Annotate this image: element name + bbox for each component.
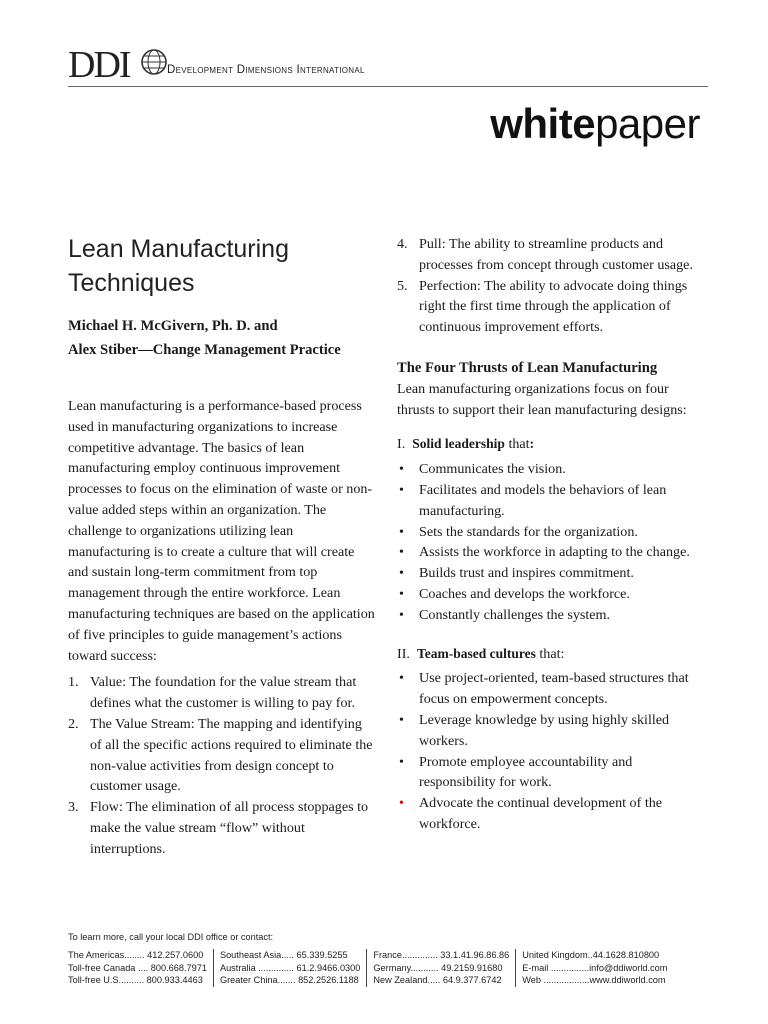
list-text: Pull: The ability to streamline products and processes from concept through customer usage. — [419, 236, 693, 273]
bullet-text: Advocate the continual development of the workforce. — [419, 795, 663, 832]
list-number: 4. — [397, 236, 408, 252]
authors — [68, 314, 376, 362]
thrust-heading-1 — [397, 434, 709, 455]
right-column — [397, 234, 709, 835]
bullet-text: Facilitates and models the behaviors of lean manufacturing. — [419, 481, 667, 519]
contact-line: Australia .............. 61.2.9466.0300 — [219, 962, 361, 973]
left-column — [68, 232, 376, 860]
list-item — [397, 668, 709, 710]
thrust-colon: : — [529, 436, 535, 452]
bullet-glyph: • — [399, 461, 404, 478]
list-item — [397, 752, 709, 794]
contact-line: United Kingdom..44.1628.810800 — [522, 950, 660, 960]
list-item — [397, 480, 709, 522]
contact-line: Toll-free U.S.......... 800.933.4463 — [68, 975, 203, 985]
thrust-suffix: that: — [535, 645, 565, 662]
list-number: 3. — [68, 799, 79, 816]
list-item — [397, 584, 709, 605]
bullet-glyph: • — [399, 544, 404, 561]
bullet-glyph: • — [399, 565, 404, 582]
list-item — [397, 710, 709, 752]
bullet-glyph: • — [399, 711, 404, 728]
list-item — [397, 234, 709, 276]
bullet-glyph: • — [399, 753, 404, 770]
bullet-text: Constantly challenges the system. — [419, 606, 611, 623]
list-text: Perfection: The ability to advocate doing things right the first time through the application of continuous improvement efforts. — [419, 277, 688, 336]
list-item — [397, 793, 709, 835]
list-text: The Value Stream: The mapping and identifying of all the specific actions required to eliminate the non-value activities from design concept to customer usage. — [90, 715, 373, 795]
contact-line: E-mail ...............info@ddiworld.com — [522, 962, 668, 973]
header-rule — [68, 86, 708, 87]
bullet-text: Builds trust and inspires commitment. — [419, 565, 634, 582]
footer-lead: To learn more, call your local DDI office or contact: — [68, 932, 274, 942]
list-number: 5. — [397, 277, 408, 294]
leadership-list — [397, 459, 709, 625]
doc-type-title — [490, 100, 700, 148]
doc-type-bold: white — [490, 100, 596, 147]
thrust-label: Team-based cultures — [416, 645, 536, 661]
bullet-glyph: • — [399, 606, 404, 623]
list-item — [68, 672, 376, 714]
contact-column — [68, 949, 213, 987]
bullet-glyph: • — [399, 481, 404, 498]
section-heading: The Four Thrusts of Lean Manufacturing — [397, 359, 658, 376]
list-item — [397, 276, 709, 338]
thrust-numeral: II. — [397, 645, 410, 662]
thrust-heading-2 — [397, 644, 709, 665]
list-number: 1. — [68, 674, 79, 691]
contact-grid — [68, 949, 708, 987]
list-item — [68, 714, 376, 797]
doc-type-light: paper — [595, 100, 700, 147]
list-item — [397, 563, 709, 584]
contact-line: Web ..................www.ddiworld.com — [522, 975, 666, 985]
bullet-text: Sets the standards for the organization. — [419, 523, 638, 540]
bullet-glyph: • — [399, 523, 404, 540]
thrust-suffix: that — [504, 436, 530, 453]
thrust-label: Solid leadership — [412, 436, 505, 452]
contact-line: Greater China....... 852.2526.1188 — [219, 975, 359, 985]
contact-line: The Americas........ 412.257.0600 — [68, 950, 204, 960]
author-line-2: Alex Stiber—Change Management Practice — [68, 342, 341, 358]
contact-line: France.............. 33.1.41.96.86.86 — [373, 950, 510, 960]
title-line-2: Techniques — [68, 269, 195, 297]
list-text: Value: The foundation for the value stream that defines what the customer is willing to pay for. — [90, 674, 357, 712]
bullet-text: Assists the workforce in adapting to the change. — [419, 544, 690, 561]
bullet-text: Promote employee accountability and responsibility for work. — [419, 753, 633, 791]
team-culture-list — [397, 668, 709, 834]
list-item — [397, 605, 709, 626]
bullet-glyph: • — [399, 585, 404, 602]
company-name: Development Dimensions International — [167, 64, 365, 76]
list-item — [397, 542, 709, 563]
footer — [68, 932, 708, 987]
bullet-glyph-red: • — [399, 795, 404, 812]
list-text: Flow: The elimination of all process stoppages to make the value stream “flow” without interruptions. — [90, 799, 369, 857]
article-title — [68, 232, 376, 300]
list-item — [68, 797, 376, 859]
principles-list-a — [68, 672, 376, 859]
title-line-1: Lean Manufacturing — [68, 235, 289, 263]
thrust-numeral: I. — [397, 436, 406, 453]
header — [68, 44, 708, 88]
ddi-logo: DDI — [68, 44, 130, 86]
list-item — [397, 459, 709, 480]
list-number: 2. — [68, 715, 79, 732]
contact-column — [515, 949, 673, 987]
contact-line: Southeast Asia..... 65.339.5255 — [219, 950, 348, 960]
contact-line: Germany........... 49.2159.91680 — [373, 962, 503, 973]
list-item — [397, 522, 709, 543]
bullet-text: Leverage knowledge by using highly skilled workers. — [419, 711, 670, 749]
globe-icon — [140, 48, 168, 76]
contact-column — [213, 949, 366, 987]
principles-list-b — [397, 234, 709, 338]
contact-line: Toll-free Canada .... 800.668.7971 — [68, 962, 207, 973]
contact-line: New Zealand..... 64.9.377.6742 — [373, 975, 502, 985]
bullet-text: Communicates the vision. — [419, 461, 566, 478]
intro-paragraph: Lean manufacturing is a performance-based process used in manufacturing organizations to increase competitive advantage. The basics of lean manufacturing employ continuous improvement processes to focus on the elimination of waste or non-value added steps within an organization. The challenge to organizations utilizing lean manufacturing is to create a culture that will create and sustain long-term commitment from top management through the entire workforce. Lean manufacturing techniques are based on the application of five principles to guide management’s actions toward success: — [68, 398, 375, 664]
bullet-glyph: • — [399, 670, 404, 687]
author-line-1: Michael H. McGivern, Ph. D. and — [68, 318, 278, 334]
bullet-text: Use project-oriented, team-based structures that focus on empowerment concepts. — [419, 670, 689, 708]
section-intro: Lean manufacturing organizations focus on four thrusts to support their lean manufacturing designs: — [397, 380, 687, 418]
contact-column — [366, 949, 515, 987]
bullet-text: Coaches and develops the workforce. — [419, 585, 630, 602]
